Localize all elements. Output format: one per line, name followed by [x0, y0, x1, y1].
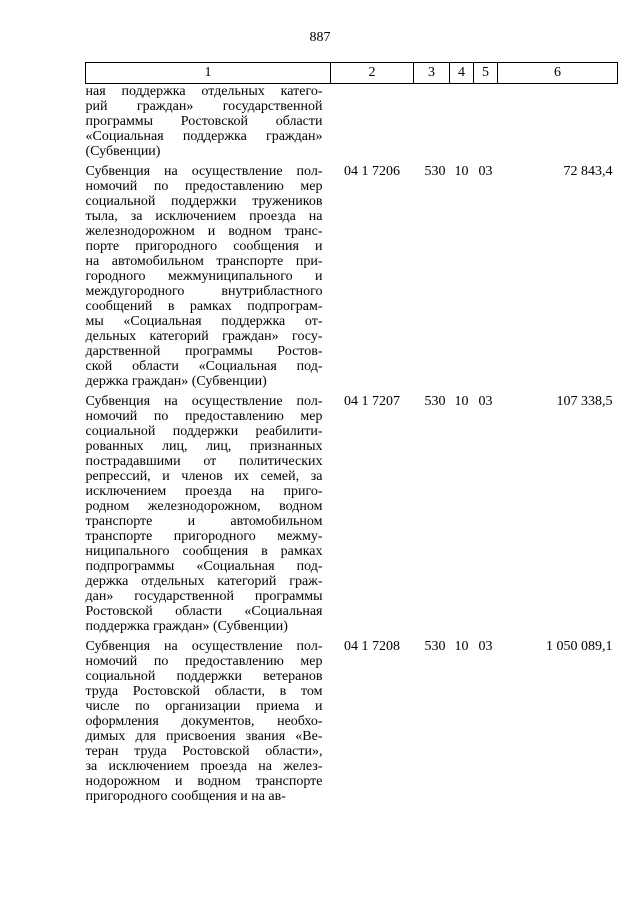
description-line: родном железнодорожном, водном: [85, 499, 323, 514]
header-cell-2: 2: [331, 63, 414, 84]
description-line: рий граждан» государственной: [85, 99, 323, 114]
row-section: 10: [454, 639, 469, 654]
description-line: городного межмуниципального и: [85, 269, 323, 284]
description-line: поддержка граждан» (Субвенции): [85, 619, 288, 634]
description-line: ниципального сообщения в рамках: [85, 544, 323, 559]
description-line: труда Ростовской области, в том: [85, 684, 323, 699]
header-cell-1: 1: [86, 63, 331, 84]
description-line: Субвенция на осуществление пол-: [85, 639, 323, 654]
description-line: тыла, за исключением проезда на: [85, 209, 323, 224]
row-expense-type: [414, 84, 450, 160]
description-line: социальной поддержки ветеранов: [85, 669, 323, 684]
table-row: [86, 159, 618, 389]
description-line: подпрограммы «Социальная под-: [85, 559, 323, 574]
description-line: железнодорожном и водном транс-: [85, 224, 323, 239]
row-description: [86, 84, 331, 160]
description-line: рованных лиц, лиц, признанных: [85, 439, 323, 454]
row-code: 04 1 7206: [344, 164, 400, 179]
description-line: Ростовской области «Социальная: [85, 604, 323, 619]
row-subsection: 03: [478, 394, 493, 409]
row-expense-type: 530: [424, 164, 446, 179]
description-line: номочий по предоставлению мер: [85, 179, 323, 194]
description-line: транспорте и автомобильном: [85, 514, 323, 529]
header-cell-3: 3: [414, 63, 450, 84]
budget-table: [85, 62, 618, 804]
description-line: ской области «Социальная под-: [85, 359, 323, 374]
description-line: нодорожном и водном транспорте: [85, 774, 323, 789]
description-line: дельных категорий граждан» госу-: [85, 329, 323, 344]
description-line: пострадавшими от политических: [85, 454, 323, 469]
description-line: (Субвенции): [85, 144, 161, 159]
description-line: репрессий, и членов их семей, за: [85, 469, 323, 484]
row-section: [450, 84, 474, 160]
description-line: мы «Социальная поддержка от-: [85, 314, 323, 329]
row-expense-type: 530: [424, 639, 446, 654]
page-number: 887: [309, 30, 331, 45]
description-line: Субвенция на осуществление пол-: [85, 394, 323, 409]
description-line: номочий по предоставлению мер: [85, 409, 323, 424]
row-amount: 1 050 089,1: [546, 639, 613, 654]
row-description: [86, 159, 331, 389]
description-line: теран труда Ростовской области»,: [85, 744, 323, 759]
row-amount: 72 843,4: [563, 164, 613, 179]
row-expense-type: 530: [424, 394, 446, 409]
description-line: социальной поддержки тружеников: [85, 194, 323, 209]
description-line: димых для присвоения звания «Ве-: [85, 729, 323, 744]
description-line: числе по организации приема и: [85, 699, 323, 714]
row-code: 04 1 7207: [344, 394, 400, 409]
description-line: держка граждан» (Субвенции): [85, 374, 267, 389]
description-line: социальной поддержки реабилити-: [85, 424, 323, 439]
description-line: на автомобильном транспорте при-: [85, 254, 323, 269]
description-line: Субвенция на осуществление пол-: [85, 164, 323, 179]
table-row: [86, 84, 618, 160]
row-description: [86, 634, 331, 804]
row-code: [331, 84, 414, 160]
row-subsection: 03: [478, 164, 493, 179]
description-line: транспорте пригородного межму-: [85, 529, 323, 544]
description-line: дарственной программы Ростов-: [85, 344, 323, 359]
row-subsection: [474, 84, 498, 160]
table-row: [86, 389, 618, 634]
description-line: держка отдельных категорий граж-: [85, 574, 323, 589]
description-line: ная поддержка отдельных катего-: [85, 84, 323, 99]
description-line: программы Ростовской области: [85, 114, 323, 129]
row-section: 10: [454, 164, 469, 179]
description-line: оформления документов, необхо-: [85, 714, 323, 729]
row-amount: 107 338,5: [556, 394, 613, 409]
description-line: пригородного сообщения и на ав-: [85, 789, 286, 804]
description-line: исключением проезда на приго-: [85, 484, 323, 499]
row-subsection: 03: [478, 639, 493, 654]
row-description: [86, 389, 331, 634]
table-row: [86, 634, 618, 804]
description-line: номочий по предоставлению мер: [85, 654, 323, 669]
row-code: 04 1 7208: [344, 639, 400, 654]
description-line: «Социальная поддержка граждан»: [85, 129, 323, 144]
header-cell-4: 4: [450, 63, 474, 84]
header-cell-5: 5: [474, 63, 498, 84]
row-section: 10: [454, 394, 469, 409]
header-row: [86, 63, 618, 84]
description-line: порте пригородного сообщения и: [85, 239, 323, 254]
description-line: междугородного внутрибластного: [85, 284, 323, 299]
description-line: сообщений в рамках подпрограм-: [85, 299, 323, 314]
row-amount: [498, 84, 618, 160]
header-cell-6: 6: [498, 63, 618, 84]
description-line: за исключением проезда на желез-: [85, 759, 323, 774]
description-line: дан» государственной программы: [85, 589, 323, 604]
